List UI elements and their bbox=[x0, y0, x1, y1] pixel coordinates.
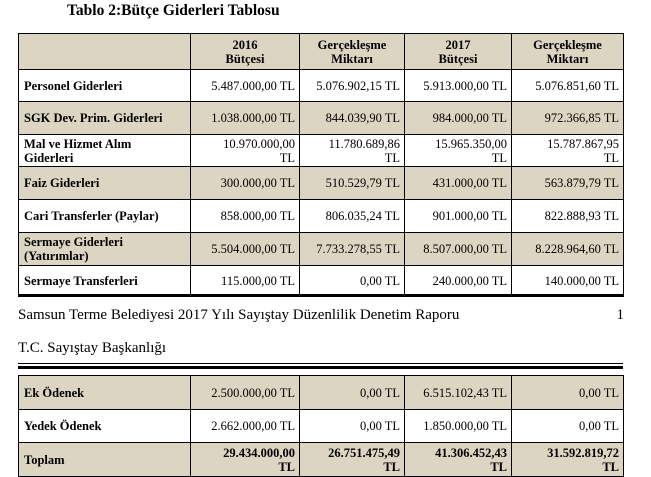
budget-expenses-table-continued bbox=[18, 375, 624, 477]
column-header: 2017 Bütçesi bbox=[405, 34, 512, 70]
header-rule-thick bbox=[18, 366, 623, 369]
value-cell: 5.076.902,15 TL bbox=[300, 70, 405, 102]
table-row bbox=[19, 410, 624, 443]
value-cell: 0,00 TL bbox=[512, 376, 624, 410]
value-cell: 563.879,79 TL bbox=[512, 167, 624, 200]
value-cell: 5.504.000,00 TL bbox=[191, 233, 300, 266]
value-cell: 29.434.000,00 TL bbox=[191, 443, 300, 477]
table-row bbox=[19, 376, 624, 410]
value-cell: 8.228.964,60 TL bbox=[512, 233, 624, 266]
column-header: Gerçekleşme Miktarı bbox=[300, 34, 405, 70]
value-cell: 41.306.452,43 TL bbox=[405, 443, 512, 477]
value-cell: 972.366,85 TL bbox=[512, 102, 624, 135]
table-row bbox=[19, 167, 624, 200]
value-cell: 0,00 TL bbox=[512, 410, 624, 443]
value-cell: 822.888,93 TL bbox=[512, 200, 624, 233]
value-cell: 2.662.000,00 TL bbox=[191, 410, 300, 443]
row-label: Mal ve Hizmet Alım Giderleri bbox=[19, 135, 191, 167]
row-label: Sermaye Transferleri bbox=[19, 266, 191, 297]
column-header: 2016 Bütçesi bbox=[191, 34, 300, 70]
value-cell: 8.507.000,00 TL bbox=[405, 233, 512, 266]
value-cell: 10.970.000,00 TL bbox=[191, 135, 300, 167]
value-cell: 984.000,00 TL bbox=[405, 102, 512, 135]
row-label: Personel Giderleri bbox=[19, 70, 191, 102]
table-row bbox=[19, 102, 624, 135]
row-label: Ek Ödenek bbox=[19, 376, 191, 410]
column-header bbox=[19, 34, 191, 70]
value-cell: 11.780.689,86 TL bbox=[300, 135, 405, 167]
row-label: Toplam bbox=[19, 443, 191, 477]
row-label: Faiz Giderleri bbox=[19, 167, 191, 200]
value-cell: 1.850.000,00 TL bbox=[405, 410, 512, 443]
value-cell: 510.529,79 TL bbox=[300, 167, 405, 200]
value-cell: 901.000,00 TL bbox=[405, 200, 512, 233]
header-rule-thin bbox=[18, 363, 623, 364]
column-header: Gerçekleşme Miktarı bbox=[512, 34, 624, 70]
footer-report-title: Samsun Terme Belediyesi 2017 Yılı Sayıştay Düzenlilik Denetim Raporu bbox=[18, 307, 460, 323]
budget-expenses-table bbox=[18, 33, 624, 297]
table-row bbox=[19, 443, 624, 477]
table-row bbox=[19, 135, 624, 167]
value-cell: 0,00 TL bbox=[300, 266, 405, 297]
value-cell: 0,00 TL bbox=[300, 376, 405, 410]
value-cell: 26.751.475,49 TL bbox=[300, 443, 405, 477]
header-org-name: T.C. Sayıştay Başkanlığı bbox=[18, 340, 167, 356]
table-row bbox=[19, 200, 624, 233]
table-row bbox=[19, 70, 624, 102]
value-cell: 31.592.819,72 TL bbox=[512, 443, 624, 477]
value-cell: 1.038.000,00 TL bbox=[191, 102, 300, 135]
row-label: SGK Dev. Prim. Giderleri bbox=[19, 102, 191, 135]
value-cell: 844.039,90 TL bbox=[300, 102, 405, 135]
value-cell: 5.487.000,00 TL bbox=[191, 70, 300, 102]
value-cell: 300.000,00 TL bbox=[191, 167, 300, 200]
row-label: Yedek Ödenek bbox=[19, 410, 191, 443]
value-cell: 806.035,24 TL bbox=[300, 200, 405, 233]
value-cell: 15.965.350,00 TL bbox=[405, 135, 512, 167]
value-cell: 6.515.102,43 TL bbox=[405, 376, 512, 410]
value-cell: 140.000,00 TL bbox=[512, 266, 624, 297]
table-header-row bbox=[19, 34, 624, 70]
value-cell: 2.500.000,00 TL bbox=[191, 376, 300, 410]
row-label: Cari Transferler (Paylar) bbox=[19, 200, 191, 233]
table-row bbox=[19, 266, 624, 297]
value-cell: 15.787.867,95 TL bbox=[512, 135, 624, 167]
page-number: 1 bbox=[616, 307, 624, 323]
value-cell: 0,00 TL bbox=[300, 410, 405, 443]
table-row bbox=[19, 233, 624, 266]
value-cell: 115.000,00 TL bbox=[191, 266, 300, 297]
value-cell: 431.000,00 TL bbox=[405, 167, 512, 200]
value-cell: 240.000,00 TL bbox=[405, 266, 512, 297]
row-label: Sermaye Giderleri (Yatırımlar) bbox=[19, 233, 191, 266]
value-cell: 5.076.851,60 TL bbox=[512, 70, 624, 102]
value-cell: 858.000,00 TL bbox=[191, 200, 300, 233]
value-cell: 5.913.000,00 TL bbox=[405, 70, 512, 102]
footer-rule bbox=[18, 294, 623, 297]
value-cell: 7.733.278,55 TL bbox=[300, 233, 405, 266]
table-title: Tablo 2:Bütçe Giderleri Tablosu bbox=[67, 2, 280, 19]
